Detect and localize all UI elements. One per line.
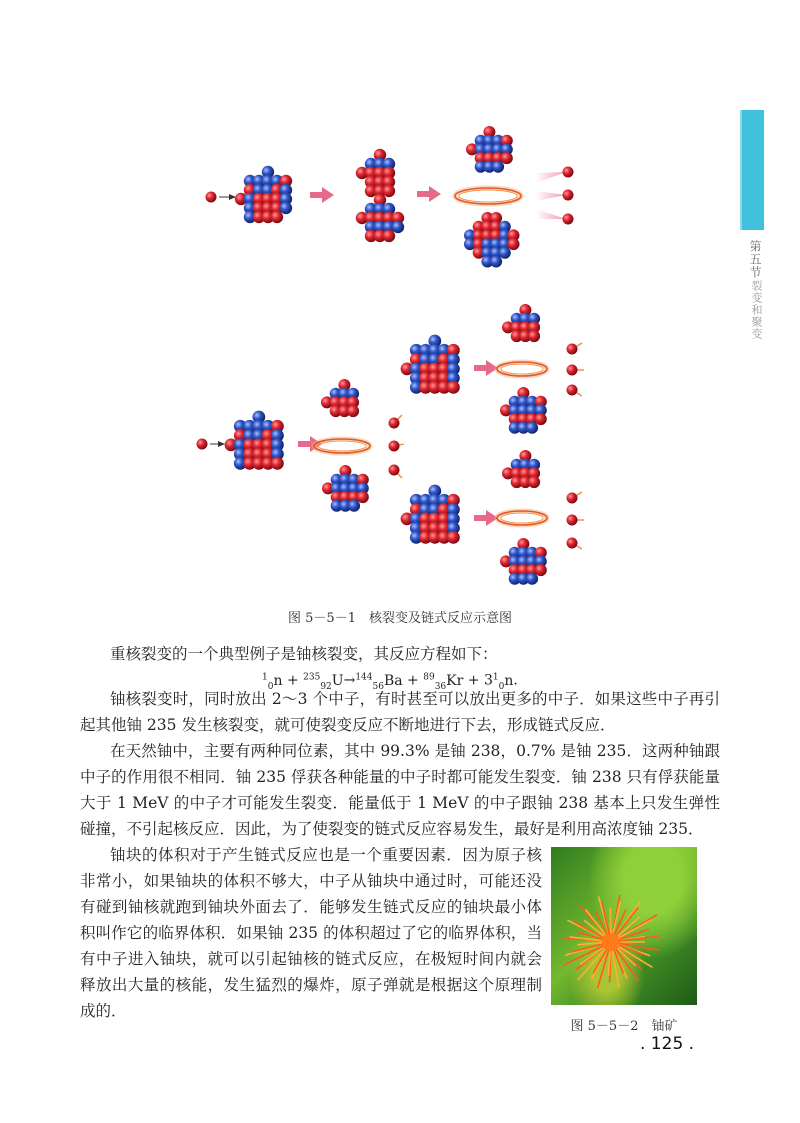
- emitted-neutron: [563, 214, 574, 225]
- uranium-term: $^{235}_{92}$U: [303, 672, 344, 692]
- crystal-core: [602, 933, 620, 951]
- energy-ring: [455, 188, 521, 204]
- deforming-nucleus-top: [356, 149, 395, 197]
- neutron-beam: [536, 172, 566, 183]
- chain-neutron: [567, 343, 583, 355]
- paragraph-2: 铀核裂变时，同时放出 2～3 个中子，有时甚至可以放出更多的中子．如果这些中子再引起其他铀 235 发生核裂变，就可使裂变反应不断地进行下去，形成链式反应．: [80, 690, 720, 734]
- neutron-arrow: [219, 194, 236, 200]
- fragment-nucleus-bottom: [322, 465, 369, 512]
- chain-neutron: [567, 385, 583, 397]
- uranium-nucleus: [235, 166, 292, 223]
- fragment-nucleus-top: [502, 304, 540, 342]
- side-tab-title: 裂变和聚变: [750, 280, 763, 340]
- chain-neutron: [389, 465, 403, 479]
- fragment-nucleus-top: [466, 126, 513, 173]
- uranium-nucleus-branch-top: [401, 335, 460, 394]
- ore-crystal-illustration: [551, 847, 697, 1005]
- fragment-nucleus-bottom: [464, 212, 520, 268]
- fragment-nucleus-top: [502, 450, 540, 488]
- energy-ring: [314, 439, 370, 453]
- chain-neutron: [567, 538, 583, 550]
- process-arrow: [310, 187, 334, 203]
- chain-neutron: [567, 515, 585, 526]
- energy-ring: [497, 511, 547, 525]
- process-arrow: [474, 360, 498, 376]
- paragraph-3: 在天然铀中，主要有两种同位素，其中 99.3% 是铀 238，0.7% 是铀 235．这两种铀跟中子的作用很不相同．铀 235 俘获各种能量的中子时都可能发生裂变．铀 238 只有俘获能量大于 1 MeV 的中子才可能发生裂变．能量低于 1 MeV 的中子跟铀 238 基本上只发生弹性碰撞，不引起核反应．因此，为了使裂变的链式反应容易发生，最好是利用高浓度铀 235．: [80, 742, 720, 838]
- chain-neutron: [567, 492, 583, 504]
- figure-2-caption: 图 5－5－2 铀矿: [570, 1019, 678, 1034]
- chain-neutron: [389, 441, 405, 452]
- process-arrow: [417, 186, 441, 202]
- side-tab-section: 第五节: [748, 240, 762, 279]
- fragment-nucleus-bottom: [500, 387, 547, 434]
- neutron-beam: [536, 191, 566, 201]
- krypton-term: $^{89}_{36}$Kr: [423, 672, 464, 692]
- deforming-nucleus-bottom: [356, 194, 404, 242]
- emitted-neutron: [563, 167, 574, 178]
- reaction-equation: $^1_0n + ^{235}_{92}U\to^{144}_{56}Ba + ^{89}_{36}Kr + 3^1_0n$.: [262, 672, 518, 692]
- incoming-neutron: [197, 439, 208, 450]
- page-number: . 125 .: [640, 1034, 695, 1054]
- neutron-term-1: $^1_0$n: [262, 672, 283, 692]
- energy-ring: [497, 362, 547, 376]
- chain-neutron: [389, 415, 403, 429]
- paragraph-4: 铀块的体积对于产生链式反应也是一个重要因素．因为原子核非常小，如果铀块的体积不够大，中子从铀块中通过时，可能还没有碰到铀核就跑到铀块外面去了．能够发生链式反应的铀块最小体积叫作它的临界体积．如果铀 235 的体积超过了它的临界体积，当有中子进入铀块，就可以引起铀核的链式反应，在极短时间内就会释放出大量的核能，发生猛烈的爆炸，原子弹就是根据这个原理制成的．: [80, 846, 542, 1020]
- uranium-nucleus-branch-bottom: [401, 485, 460, 544]
- emitted-neutron: [563, 190, 574, 201]
- uranium-ore-photo: [551, 847, 697, 1005]
- chain-neutron: [567, 365, 585, 376]
- barium-term: $^{144}_{56}$Ba: [355, 672, 403, 692]
- neutron-term-2: $^1_0$n: [492, 672, 514, 692]
- incoming-neutron: [206, 192, 217, 203]
- paragraph-1: 重核裂变的一个典型例子是铀核裂变，其反应方程如下：: [110, 645, 498, 663]
- fragment-nucleus-bottom: [500, 538, 547, 585]
- figure-1-caption: 图 5－5－1 核裂变及链式反应示意图: [288, 611, 512, 626]
- fragment-nucleus-top: [321, 379, 359, 417]
- neutron-beam: [536, 209, 566, 219]
- neutron-arrow: [210, 441, 225, 447]
- uranium-nucleus: [225, 411, 284, 470]
- process-arrow: [474, 510, 498, 526]
